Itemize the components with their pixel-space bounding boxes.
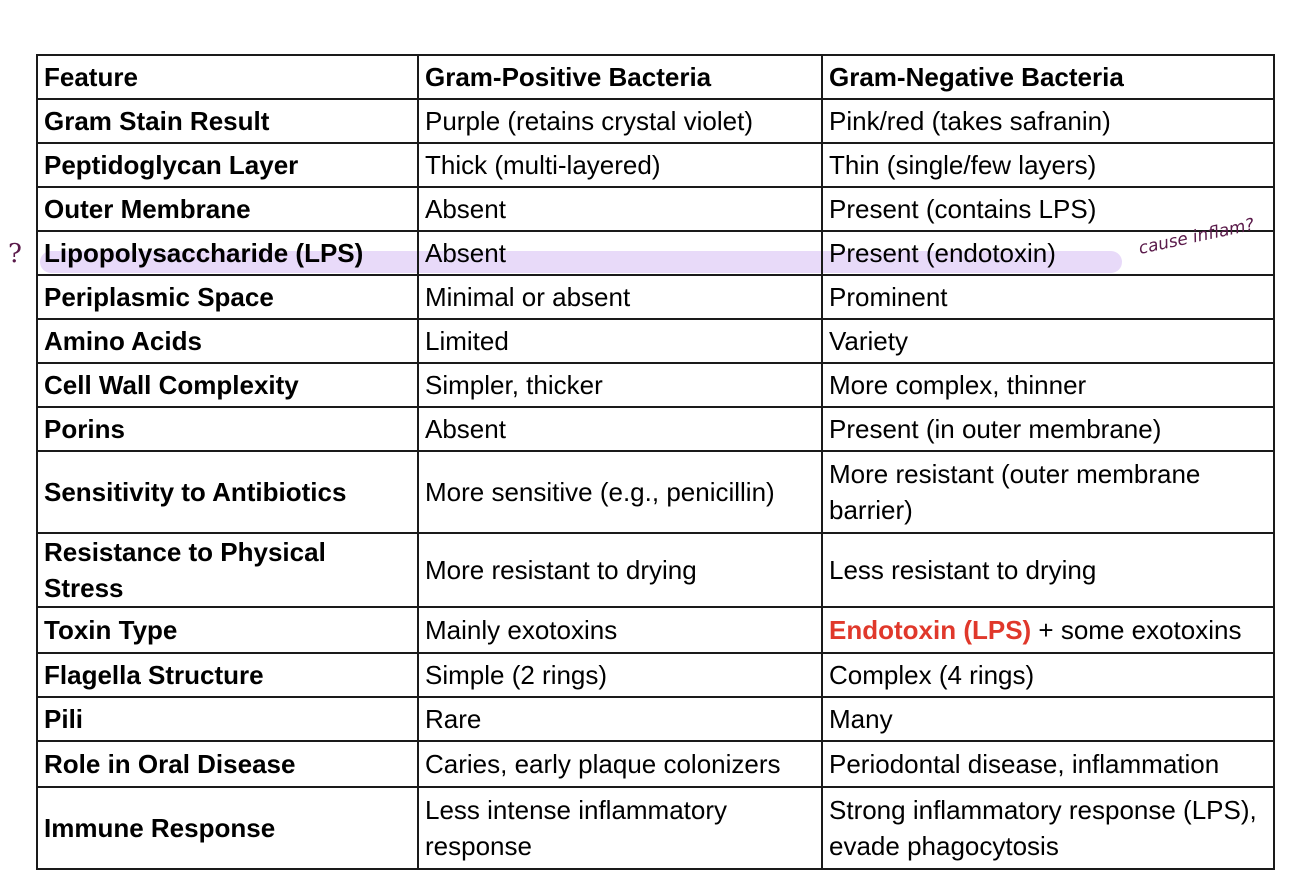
gram-positive-cell: Limited <box>418 319 822 363</box>
gram-positive-cell: Simpler, thicker <box>418 363 822 407</box>
feature-cell: Lipopolysaccharide (LPS) <box>37 231 418 275</box>
gram-negative-cell: More complex, thinner <box>822 363 1274 407</box>
header-row <box>37 55 1274 99</box>
feature-cell: Outer Membrane <box>37 187 418 231</box>
header-gram-positive: Gram-Positive Bacteria <box>418 55 822 99</box>
question-mark-annotation: ? <box>8 239 22 269</box>
table-row <box>37 319 1274 363</box>
feature-cell: Porins <box>37 407 418 451</box>
feature-cell: Periplasmic Space <box>37 275 418 319</box>
header-feature: Feature <box>37 55 418 99</box>
feature-cell: Resistance to Physical Stress <box>37 533 418 607</box>
gram-positive-cell: Purple (retains crystal violet) <box>418 99 822 143</box>
table-row <box>37 653 1274 697</box>
gram-negative-cell: Many <box>822 697 1274 741</box>
table-row <box>37 231 1274 275</box>
table-row <box>37 533 1274 607</box>
feature-cell: Role in Oral Disease <box>37 741 418 787</box>
feature-cell: Pili <box>37 697 418 741</box>
feature-cell: Cell Wall Complexity <box>37 363 418 407</box>
gram-negative-cell: Pink/red (takes safranin) <box>822 99 1274 143</box>
feature-cell: Amino Acids <box>37 319 418 363</box>
gram-positive-cell: Caries, early plaque colonizers <box>418 741 822 787</box>
table-row <box>37 607 1274 653</box>
gram-positive-cell: Mainly exotoxins <box>418 607 822 653</box>
feature-cell: Immune Response <box>37 787 418 869</box>
gram-negative-cell: Complex (4 rings) <box>822 653 1274 697</box>
table-row <box>37 697 1274 741</box>
gram-positive-cell: Minimal or absent <box>418 275 822 319</box>
gram-negative-cell: Periodontal disease, inflammation <box>822 741 1274 787</box>
table-row <box>37 741 1274 787</box>
comparison-table <box>36 54 1275 870</box>
gram-negative-cell: Present (contains LPS) <box>822 187 1274 231</box>
gram-positive-cell: Absent <box>418 231 822 275</box>
gram-negative-cell: Prominent <box>822 275 1274 319</box>
table-row <box>37 99 1274 143</box>
table-row <box>37 275 1274 319</box>
gram-negative-cell: More resistant (outer membrane barrier) <box>822 451 1274 533</box>
feature-cell: Sensitivity to Antibiotics <box>37 451 418 533</box>
gram-negative-cell: Variety <box>822 319 1274 363</box>
gram-positive-cell: Absent <box>418 187 822 231</box>
gram-positive-cell: Simple (2 rings) <box>418 653 822 697</box>
table-row <box>37 363 1274 407</box>
gram-positive-cell: Absent <box>418 407 822 451</box>
table-row <box>37 787 1274 869</box>
gram-positive-cell: More resistant to drying <box>418 533 822 607</box>
gram-negative-cell: Present (endotoxin) <box>822 231 1274 275</box>
table-row <box>37 451 1274 533</box>
gram-positive-cell: More sensitive (e.g., penicillin) <box>418 451 822 533</box>
gram-positive-cell: Less intense inflammatory response <box>418 787 822 869</box>
feature-cell: Flagella Structure <box>37 653 418 697</box>
feature-cell: Gram Stain Result <box>37 99 418 143</box>
table-row <box>37 407 1274 451</box>
table-row <box>37 187 1274 231</box>
feature-cell: Peptidoglycan Layer <box>37 143 418 187</box>
gram-negative-cell <box>822 607 1274 653</box>
table-row <box>37 143 1274 187</box>
gram-negative-cell: Less resistant to drying <box>822 533 1274 607</box>
gram-negative-cell: Present (in outer membrane) <box>822 407 1274 451</box>
gram-positive-cell: Thick (multi-layered) <box>418 143 822 187</box>
endotoxin-highlight-text: Endotoxin (LPS) <box>829 615 1032 645</box>
feature-cell: Toxin Type <box>37 607 418 653</box>
header-gram-negative: Gram-Negative Bacteria <box>822 55 1274 99</box>
toxin-rest-text: + some exotoxins <box>1031 615 1242 645</box>
gram-negative-cell: Strong inflammatory response (LPS), evade phagocytosis <box>822 787 1274 869</box>
margin-note-annotation: cause inflam? <box>1136 214 1257 259</box>
gram-positive-cell: Rare <box>418 697 822 741</box>
gram-negative-cell: Thin (single/few layers) <box>822 143 1274 187</box>
